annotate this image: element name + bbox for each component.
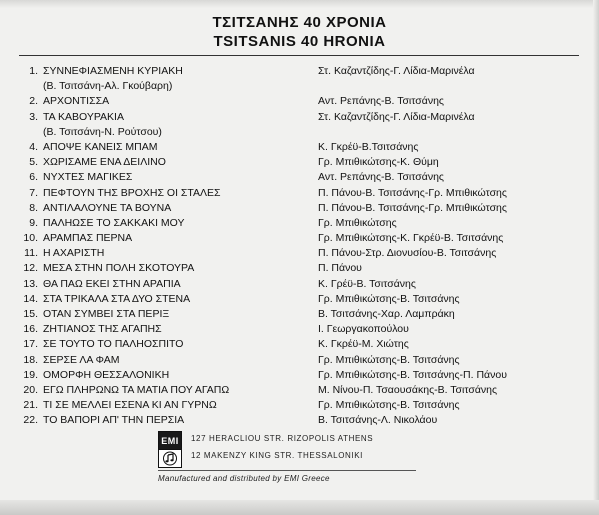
track-row [0, 337, 599, 352]
track-performers: Β. Τσιτσάνης-Χαρ. Λαμπράκη [318, 308, 455, 320]
track-number: 11. [24, 247, 38, 260]
frame-top-edge [0, 0, 599, 8]
track-title: ΧΩΡΙΣΑΜΕ ΕΝΑ ΔΕΙΛΙΝΟ [43, 156, 166, 169]
track-title: (Β. Τσιτσάνη-Αλ. Γκούβαρη) [43, 80, 173, 93]
track-title: (Β. Τσιτσάνη-Ν. Ρούτσου) [43, 125, 162, 138]
track-title: ΘΑ ΠΑΩ ΕΚΕΙ ΣΤΗΝ ΑΡΑΠΙΑ [43, 277, 181, 290]
track-title: Η ΑΧΑΡΙΣΤΗ [43, 247, 105, 260]
track-number: 8. [29, 201, 38, 214]
track-title: ΕΓΩ ΠΛΗΡΩΝΩ ΤΑ ΜΑΤΙΑ ΠΟΥ ΑΓΑΠΩ [43, 383, 230, 396]
track-row [0, 246, 599, 261]
track-title: ΣΕΡΣΕ ΛΑ ΦΑΜ [43, 353, 120, 366]
track-title: ΑΝΤΙΛΑΛΟΥΝΕ ΤΑ ΒΟΥΝΑ [43, 201, 172, 214]
track-performers: Γρ. Μπιθικώτσης-Β. Τσιτσάνης [318, 353, 460, 366]
track-number: 5. [29, 156, 38, 169]
track-number: 12. [23, 262, 38, 275]
track-row [0, 110, 599, 125]
track-row [0, 383, 599, 398]
track-performers: Κ. Γκρέϋ-Β.Τσιτσάνης [318, 140, 419, 153]
track-number: 16. [23, 323, 38, 336]
track-number: 10. [23, 232, 38, 245]
track-performers: Στ. Καζαντζίδης-Γ. Λίδια-Μαρινέλα [318, 110, 475, 123]
track-number: 6. [29, 171, 38, 184]
track-performers: Κ. Γρέϋ-Β. Τσιτσάνης [318, 277, 416, 290]
track-number: 13. [23, 277, 38, 290]
track-row [0, 170, 599, 185]
track-title: ΑΠΟΨΕ ΚΑΝΕΙΣ ΜΠΑΜ [43, 140, 158, 153]
track-number: 19. [23, 368, 38, 381]
track-row [0, 186, 599, 201]
track-performers: Αντ. Ρεπάνης-Β. Τσιτσάνης [318, 95, 444, 108]
track-title: ΤΙ ΣΕ ΜΕΛΛΕΙ ΕΣΕΝΑ ΚΙ ΑΝ ΓΥΡΝΩ [43, 399, 217, 412]
track-performers: Κ. Γκρέϋ-Μ. Χιώτης [318, 338, 409, 351]
track-number: 2. [29, 95, 38, 108]
track-number: 9. [29, 216, 38, 229]
track-number: 18. [23, 353, 38, 366]
track-row [0, 261, 599, 276]
label-divider [158, 470, 416, 471]
track-row [0, 216, 599, 231]
track-performers: Γρ. Μπιθικώτσης-Β. Τσιτσάνης-Π. Πάνου [318, 368, 507, 381]
track-title: ΠΑΛΗΩΣΕ ΤΟ ΣΑΚΚΑΚΙ ΜΟΥ [43, 216, 185, 229]
track-number: 17. [23, 338, 38, 351]
track-row [0, 307, 599, 322]
track-performers: Π. Πάνου [318, 262, 362, 275]
title-divider [19, 55, 579, 56]
track-title: ΟΜΟΡΦΗ ΘΕΣΣΑΛΟΝΙΚΗ [43, 368, 170, 381]
track-row [0, 292, 599, 307]
track-row [0, 125, 599, 140]
track-performers: Μ. Νίνου-Π. Τσαουσάκης-Β. Τσιτσάνης [318, 383, 498, 396]
track-title: ΠΕΦΤΟΥΝ ΤΗΣ ΒΡΟΧΗΣ ΟΙ ΣΤΑΛΕΣ [43, 186, 221, 199]
track-row [0, 413, 599, 428]
track-number: 7. [29, 186, 38, 199]
track-title: ΣΕ ΤΟΥΤΟ ΤΟ ΠΑΛΗΟΣΠΙΤΟ [43, 338, 184, 351]
track-row [0, 277, 599, 292]
track-performers: Γρ. Μπιθικώτσης-Κ. Γκρέϋ-Β. Τσιτσάνης [318, 232, 504, 245]
track-row [0, 94, 599, 109]
album-title-greek: ΤΣΙΤΣΑΝΗΣ 40 ΧΡΟΝΙΑ [212, 14, 387, 31]
track-number: 14. [23, 292, 38, 305]
track-title: ΑΡΑΜΠΑΣ ΠΕΡΝΑ [43, 232, 133, 245]
track-title: ΣΥΝΝΕΦΙΑΣΜΕΝΗ ΚΥΡΙΑΚΗ [43, 65, 183, 77]
track-number: 3. [29, 110, 38, 123]
track-number: 1. [29, 65, 38, 77]
track-title: ΣΤΑ ΤΡΙΚΑΛΑ ΣΤΑ ΔΥΟ ΣΤΕΝΑ [43, 292, 191, 305]
track-number: 22. [23, 414, 38, 427]
track-performers: Αντ. Ρεπάνης-Β. Τσιτσάνης [318, 171, 444, 184]
track-title: ΖΗΤΙΑΝΟΣ ΤΗΣ ΑΓΑΠΗΣ [43, 323, 162, 336]
track-title: ΤΑ ΚΑΒΟΥΡΑΚΙΑ [43, 110, 124, 123]
track-row [0, 79, 599, 94]
track-row [0, 155, 599, 170]
track-title: ΟΤΑΝ ΣΥΜΒΕΙ ΣΤΑ ΠΕΡΙΞ [43, 308, 170, 320]
track-number: 20. [23, 383, 38, 396]
track-title: ΝΥΧΤΕΣ ΜΑΓΙΚΕΣ [43, 171, 133, 184]
track-row [0, 398, 599, 413]
track-row [0, 322, 599, 337]
track-number: 21. [23, 399, 38, 412]
track-performers: Στ. Καζαντζίδης-Γ. Λίδια-Μαρινέλα [318, 65, 475, 77]
columbia-note-logo-icon [158, 449, 182, 468]
track-list [0, 64, 599, 429]
track-number: 4. [29, 140, 38, 153]
track-performers: Γρ. Μπιθικώτσης-Β. Τσιτσάνης [318, 399, 460, 412]
track-performers: Γρ. Μπιθικώτσης [318, 216, 397, 229]
album-title-latin: TSITSANIS 40 HRONIA [213, 33, 386, 50]
track-performers: Π. Πάνου-Στρ. Διονυσίου-Β. Τσιτσάνης [318, 247, 497, 260]
track-row [0, 231, 599, 246]
track-title: ΑΡΧΟΝΤΙΣΣΑ [43, 95, 110, 108]
address-thessaloniki: 12 MAKENZY KING STR. THESSALONIKI [191, 451, 363, 460]
track-number: 15. [23, 308, 38, 320]
track-title: ΜΕΣΑ ΣΤΗΝ ΠΟΛΗ ΣΚΟΤΟΥΡΑ [43, 262, 195, 275]
emi-logo [158, 431, 182, 450]
track-performers: Π. Πάνου-Β. Τσιτσάνης-Γρ. Μπιθικώτσης [318, 201, 507, 214]
track-performers: Π. Πάνου-Β. Τσιτσάνης-Γρ. Μπιθικώτσης [318, 186, 507, 199]
track-row [0, 201, 599, 216]
track-performers: Β. Τσιτσάνης-Λ. Νικολάου [318, 414, 438, 427]
address-athens: 127 HERACLIOU STR. RIZOPOLIS ATHENS [191, 434, 374, 443]
frame-bottom-edge [0, 500, 599, 515]
track-row [0, 64, 599, 79]
track-row [0, 353, 599, 368]
track-performers: Γρ. Μπιθικώτσης-Κ. Θύμη [318, 156, 439, 169]
manufacturer-note: Manufactured and distributed by EMI Greece [158, 474, 330, 483]
track-performers: Γρ. Μπιθικώτσης-Β. Τσιτσάνης [318, 292, 460, 305]
track-title: ΤΟ ΒΑΠΟΡΙ ΑΠ' ΤΗΝ ΠΕΡΣΙΑ [43, 414, 185, 427]
track-performers: Ι. Γεωργακοπούλου [318, 323, 409, 336]
track-row [0, 368, 599, 383]
emi-logo-text: EMI [161, 435, 179, 446]
track-row [0, 140, 599, 155]
